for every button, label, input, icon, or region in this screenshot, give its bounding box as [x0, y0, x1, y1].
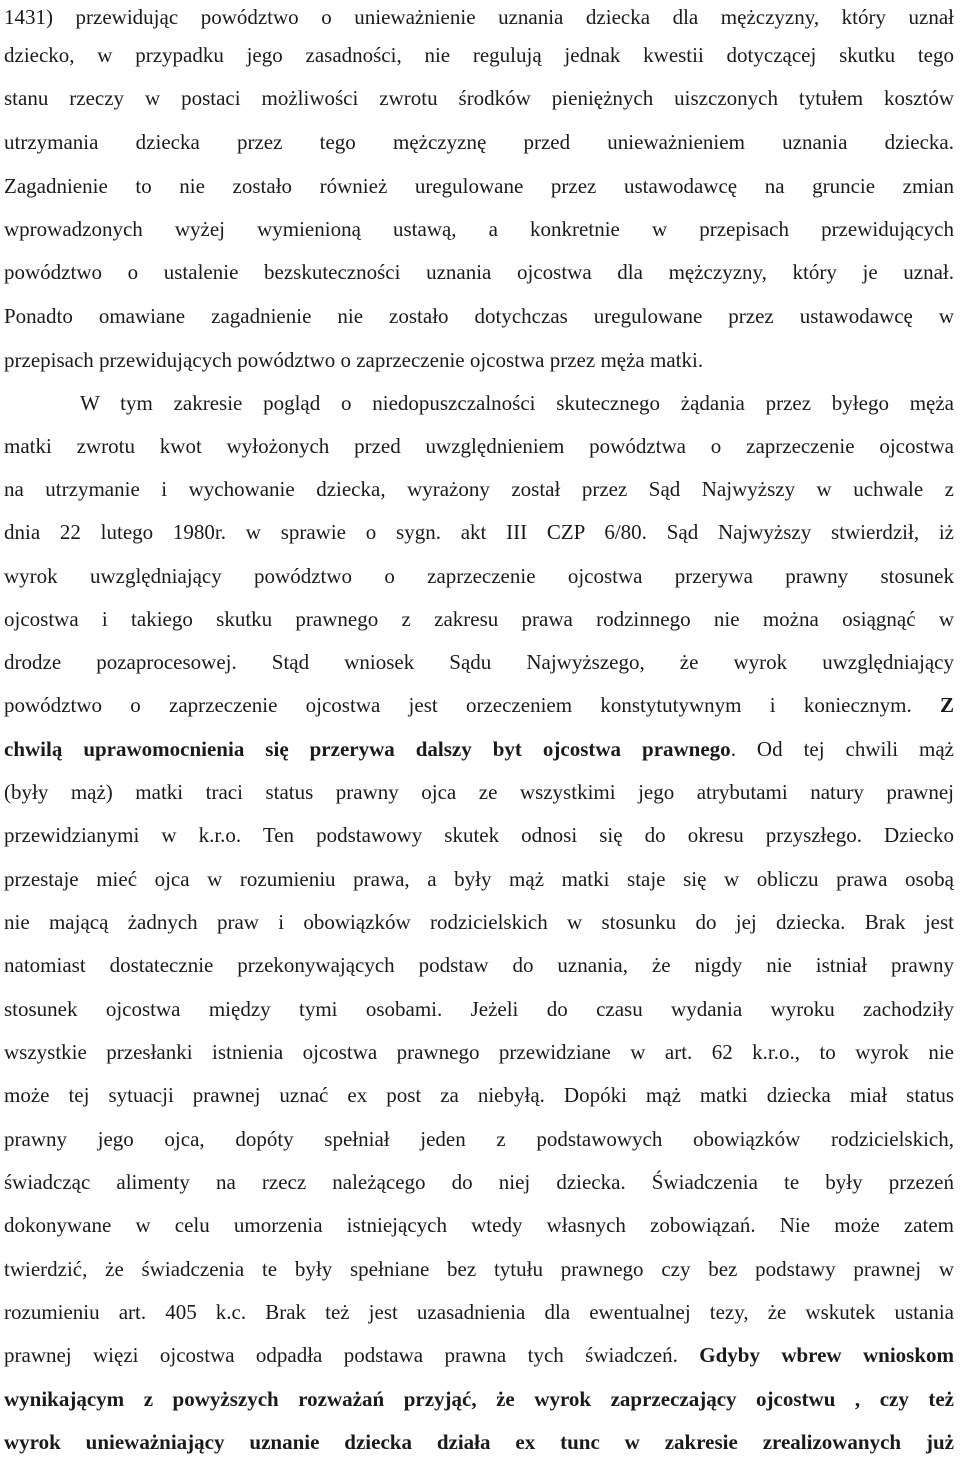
bold-text-line: wyrok unieważniający uznanie dziecka działa ex tunc w zakresie zrealizowanych już — [4, 1430, 954, 1454]
text-line: powództwo o zaprzeczenie ojcostwa jest orzeczeniem konstytutywnym i koniecznym. Z — [4, 693, 954, 717]
text-line: wyrok uwzględniający powództwo o zaprzeczenie ojcostwa przerywa prawny stosunek — [4, 564, 954, 588]
text-line: rozumieniu art. 405 k.c. Brak też jest uzasadnienia dla ewentualnej tezy, że wskutek ustania — [4, 1300, 954, 1324]
text-line: nie mającą żadnych praw i obowiązków rodzicielskich w stosunku do jej dziecka. Brak jest — [4, 910, 954, 934]
text-line: przewidzianymi w k.r.o. Ten podstawowy skutek odnosi się do okresu przyszłego. Dziecko — [4, 823, 954, 847]
text-line: świadcząc alimenty na rzecz należącego do niej dziecka. Świadczenia te były przezeń — [4, 1170, 954, 1194]
text-line: utrzymania dziecka przez tego mężczyznę przed unieważnieniem uznania dziecka. — [4, 130, 954, 154]
text-line: natomiast dostatecznie przekonywających podstaw do uznania, że nigdy nie istniał prawny — [4, 953, 954, 977]
text-line: przepisach przewidujących powództwo o zaprzeczenie ojcostwa przez męża matki. — [4, 348, 704, 372]
text-line: (były mąż) matki traci status prawny ojca ze wszystkimi jego atrybutami natury prawnej — [4, 780, 954, 804]
text-line: ojcostwa i takiego skutku prawnego z zakresu prawa rodzinnego nie można osiągnąć w — [4, 607, 954, 631]
text-line: matki zwrotu kwot wyłożonych przed uwzględnieniem powództwa o zaprzeczenie ojcostwa — [4, 434, 954, 458]
text-line: prawnej więzi ojcostwa odpadła podstawa prawna tych świadczeń. Gdyby wbrew wnioskom — [4, 1343, 954, 1367]
bold-text: Z — [939, 693, 954, 717]
text-line: 1431) przewidując powództwo o unieważnienie uznania dziecka dla mężczyzny, który uznał — [4, 5, 954, 29]
text-line: Ponadto omawiane zagadnienie nie zostało dotychczas uregulowane przez ustawodawcę w — [4, 304, 954, 328]
text-line: chwilą uprawomocnienia się przerywa dalszy byt ojcostwa prawnego. Od tej chwili mąż — [4, 737, 954, 761]
text-line: Zagadnienie to nie zostało również uregulowane przez ustawodawcę na gruncie zmian — [4, 174, 954, 198]
text-line: przestaje mieć ojca w rozumieniu prawa, a były mąż matki staje się w obliczu prawa osobą — [4, 867, 954, 891]
text-line: stanu rzeczy w postaci możliwości zwrotu środków pieniężnych uiszczonych tytułem kosztów — [4, 86, 954, 110]
text-line: prawny jego ojca, dopóty spełniał jeden z podstawowych obowiązków rodzicielskich, — [4, 1127, 954, 1151]
text-line: stosunek ojcostwa między tymi osobami. Jeżeli do czasu wydania wyroku zachodziły — [4, 997, 954, 1021]
text-line: dokonywane w celu umorzenia istniejących wtedy własnych zobowiązań. Nie może zatem — [4, 1213, 954, 1237]
text-line: powództwo o ustalenie bezskuteczności uznania ojcostwa dla mężczyzny, który je uznał. — [4, 260, 954, 284]
paragraph-first-line: W tym zakresie pogląd o niedopuszczalności skutecznego żądania przez byłego męża — [80, 391, 954, 415]
text-line: twierdzić, że świadczenia te były spełniane bez tytułu prawnego czy bez podstawy prawnej w — [4, 1257, 954, 1281]
text-line: dnia 22 lutego 1980r. w sprawie o sygn. akt III CZP 6/80. Sąd Najwyższy stwierdził, iż — [4, 520, 954, 544]
bold-text-line: wynikającym z powyższych rozważań przyjąć, że wyrok zaprzeczający ojcostwu , czy też — [4, 1387, 954, 1411]
text-line: może tej sytuacji prawnej uznać ex post za niebyłą. Dopóki mąż matki dziecka miał status — [4, 1083, 954, 1107]
bold-text: chwilą uprawomocnienia się przerywa dalszy byt ojcostwa prawnego — [4, 737, 731, 761]
text-line: na utrzymanie i wychowanie dziecka, wyrażony został przez Sąd Najwyższy w uchwale z — [4, 477, 954, 501]
text-line: drodze pozaprocesowej. Stąd wniosek Sądu Najwyższego, że wyrok uwzględniający — [4, 650, 954, 674]
text-line: wszystkie przesłanki istnienia ojcostwa prawnego przewidziane w art. 62 k.r.o., to wyrok nie — [4, 1040, 954, 1064]
bold-text: Gdyby wbrew wnioskom — [699, 1343, 954, 1367]
text-line: dziecko, w przypadku jego zasadności, nie regulują jednak kwestii dotyczącej skutku tego — [4, 43, 954, 67]
text-line: wprowadzonych wyżej wymienioną ustawą, a konkretnie w przepisach przewidujących — [4, 217, 954, 241]
